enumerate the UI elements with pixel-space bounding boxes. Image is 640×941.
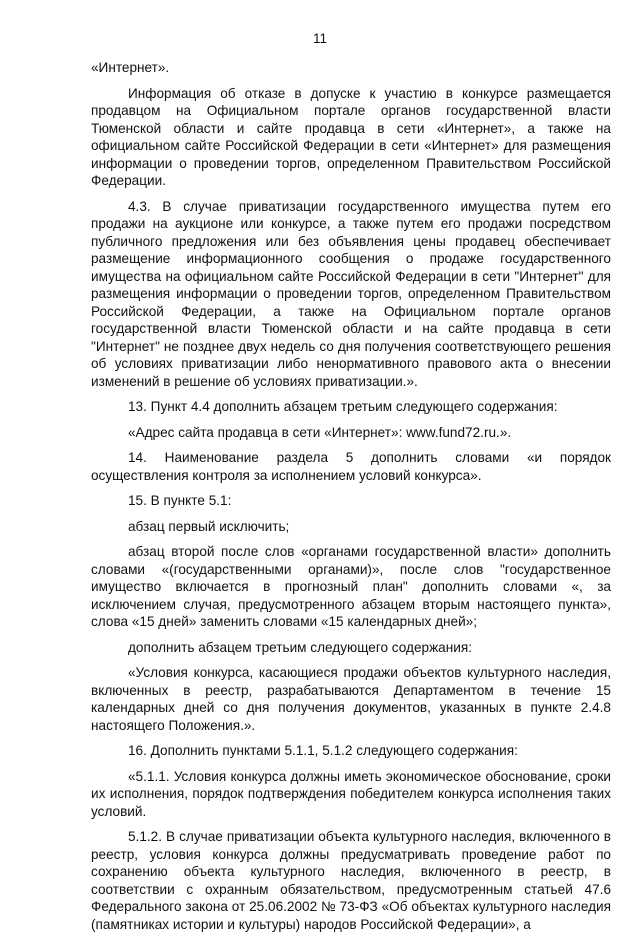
paragraph-seller-site: «Адрес сайта продавца в сети «Интернет»: www.fund72.ru.». (128, 424, 512, 440)
paragraph-contest-conditions: «Условия конкурса, касающиеся продажи объектов культурного наследия, включенных в реестр, разрабатываются Департаментом в течение 15 календарных дней со дня получения документов, указанных в пункте 2.4.8 настоящего Положения.». (91, 665, 611, 733)
page-number: 11 (312, 31, 327, 46)
paragraph-internet-continuation: «Интернет». (91, 60, 170, 75)
paragraph-5-1-2: 5.1.2. В случае приватизации объекта культурного наследия, включенного в реестр, условия конкурса должны предусматривать проведение работ по сохранению объекта культурного наследия, включенного в реестр, в соответствии с охранным обязательством, предусмотренным статьей 47.6 Федерального закона от 25.06.2002 № 73-ФЗ «Об объектах культурного наследия (памятниках истории и культуры) народов Российской Федерации», а (91, 829, 611, 932)
paragraph-first-abzac-exclude: абзац первый исключить; (128, 518, 290, 534)
document-body (91, 59, 611, 941)
paragraph-4-3: 4.3. В случае приватизации государственного имущества путем его продажи на аукционе или конкурсе, а также путем его продажи посредством публичного предложения или без объявления цены продавец обеспечивает размещение информационного сообщения о продаже государственного имущества на официальном сайте Российской Федерации в сети "Интернет" для размещения информации о проведении торгов, определенном Правительством Российской Федерации, а также на Официальном портале органов государственной власти Тюменской области и на сайте продавца в сети "Интернет" не позднее двух недель со дня получения соответствующего решения об условиях приватизации либо ненормативного правового акта о внесении изменений в решение об условиях приватизации.». (91, 198, 611, 389)
paragraph-item-16: 16. Дополнить пунктами 5.1.1, 5.1.2 следующего содержания: (128, 743, 518, 758)
paragraph-item-14: 14. Наименование раздела 5 дополнить словами «и порядок осуществления контроля за исполнением условий конкурса». (91, 450, 611, 483)
paragraph-item-13: 13. Пункт 4.4 дополнить абзацем третьим следующего содержания: (128, 399, 558, 414)
paragraph-item-15: 15. В пункте 5.1: (128, 493, 232, 508)
paragraph-second-abzac: абзац второй после слов «органами государственной власти» дополнить словами «(государственными органами)», после слов "государственное имущество включается в прогнозный план" дополнить словами «, за исключением случая, предусмотренного абзацем вторым настоящего пункта», слова «15 дней» заменить словами «15 календарных дней»; (91, 544, 611, 629)
paragraph-refusal-info: Информация об отказе в допуске к участию в конкурсе размещается продавцом на Официальном портале органов государственной власти Тюменской области и сайте продавца в сети «Интернет», а также на официальном сайте Российской Федерации в сети «Интернет» для размещения информации о проведении торгов, определенном Правительством Российской Федерации. (91, 85, 611, 188)
paragraph-5-1-1: «5.1.1. Условия конкурса должны иметь экономическое обоснование, сроки их исполнения, порядок подтверждения победителем конкурса исполнения таких условий. (91, 768, 611, 819)
paragraph-add-third-abzac: дополнить абзацем третьим следующего содержания: (128, 639, 472, 655)
